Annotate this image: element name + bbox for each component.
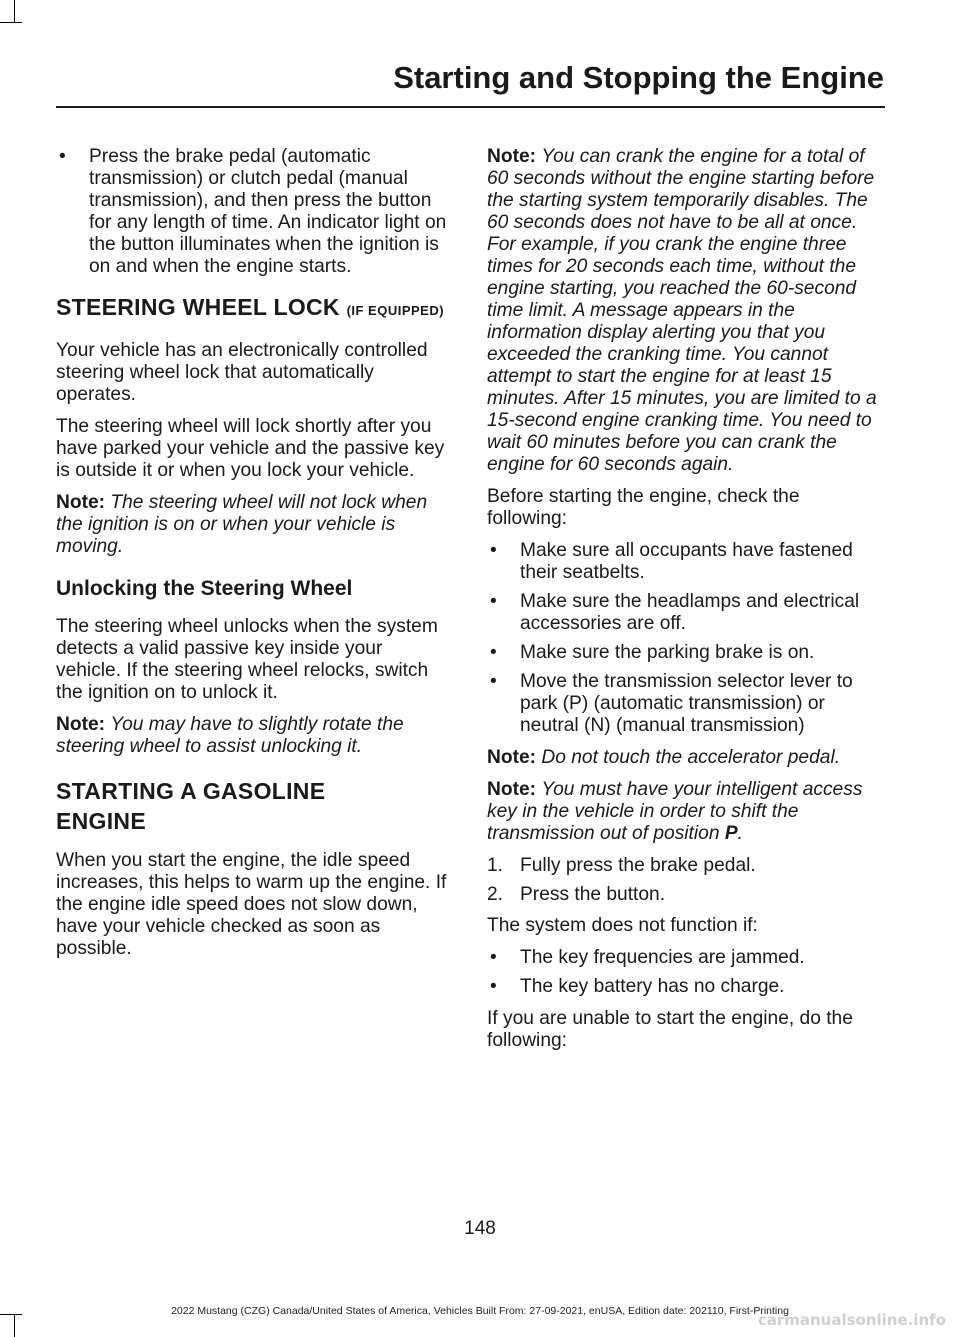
bullet-icon: • <box>490 540 497 561</box>
paragraph: The system does not function if: <box>487 915 758 936</box>
paragraph: Your vehicle has an electronically controlled steering wheel lock that automatically operates. <box>56 340 428 405</box>
right-column <box>487 146 880 1062</box>
paragraph: If you are unable to start the engine, do the following: <box>487 1008 853 1051</box>
list-item: • The key frequencies are jammed. <box>490 947 805 968</box>
bullet-icon: • <box>490 976 497 997</box>
bullet-icon: • <box>490 591 497 612</box>
note: Note: You can crank the engine for a total of 60 seconds without the engine starting before the starting system temporarily disables. The 60 seconds does not have to be all at once. For example, if you crank the engine three times for 20 seconds each time, without the engine starting, you reached the 60-second time limit. A message appears in the information display alerting you that you exceeded the cranking time. You cannot attempt to start the engine for at least 15 minutes. After 15 minutes, you are limited to a 15-second engine cranking time. You need to wait 60 minutes before you can crank the engine for 60 seconds again. <box>487 146 877 475</box>
note: Note: You must have your intelligent access key in the vehicle in order to shift the transmission out of position P. <box>487 779 863 844</box>
left-column <box>56 146 448 970</box>
page-number: 148 <box>464 1218 496 1239</box>
subsection-title-unlocking: Unlocking the Steering Wheel <box>56 577 353 600</box>
list-item: • Press the brake pedal (automatic transmission) or clutch pedal (manual transmission), and then press the button for any length of time. An indicator light on the button illuminates when the ignition is on and when the engine starts. <box>59 146 447 277</box>
crop-mark-bottom-left <box>14 1315 15 1337</box>
list-item: • Make sure all occupants have fastened their seatbelts. <box>490 540 853 583</box>
note: Note: You may have to slightly rotate the steering wheel to assist unlocking it. <box>56 714 404 757</box>
paragraph: Before starting the engine, check the following: <box>487 486 800 529</box>
paragraph: When you start the engine, the idle speed increases, this helps to warm up the engine. If the engine idle speed does not slow down, have your vehicle checked as soon as possible. <box>56 850 447 959</box>
watermark: carmanualsonline.info <box>757 1311 946 1329</box>
paragraph: The steering wheel will lock shortly after you have parked your vehicle and the passive key is outside it or when you lock your vehicle. <box>56 416 445 481</box>
page-header <box>0 60 884 96</box>
page-title: Starting and Stopping the Engine <box>393 60 884 95</box>
list-item: • Make sure the headlamps and electrical accessories are off. <box>490 591 860 634</box>
section-title-steering-wheel-lock: STEERING WHEEL LOCK (IF EQUIPPED) <box>56 294 445 320</box>
paragraph: The steering wheel unlocks when the system detects a valid passive key inside your vehicle. If the steering wheel relocks, switch the ignition on to unlock it. <box>56 616 438 703</box>
crop-mark-top-left <box>14 0 15 22</box>
crop-mark-top-left-h <box>0 22 22 23</box>
list-item: • Move the transmission selector lever to park (P) (automatic transmission) or neutral (N) (manual transmission) <box>490 671 853 736</box>
list-item: • Make sure the parking brake is on. <box>490 642 815 663</box>
bullet-icon: • <box>490 671 497 692</box>
bullet-icon: • <box>490 642 497 663</box>
bullet-icon: • <box>59 146 66 167</box>
footer-edition-info: 2022 Mustang (CZG) Canada/United States of America, Vehicles Built From: 27-09-2021, enUSA, Edition date: 202110, First-Printing <box>171 1305 789 1317</box>
note: Note: The steering wheel will not lock when the ignition is on or when your vehicle is moving. <box>56 492 428 557</box>
list-item: 1. Fully press the brake pedal. <box>487 855 756 876</box>
list-item: • The key battery has no charge. <box>490 976 785 997</box>
list-item: 2. Press the button. <box>487 884 666 905</box>
intro-bullet-list <box>56 146 448 278</box>
section-title-suffix: (IF EQUIPPED) <box>346 303 445 318</box>
note: Note: Do not touch the accelerator pedal. <box>487 747 841 768</box>
bullet-icon: • <box>490 947 497 968</box>
conditions-list <box>487 947 880 998</box>
steps-list <box>487 855 880 906</box>
header-rule <box>56 106 885 108</box>
section-title-starting-gasoline-engine: STARTING A GASOLINE ENGINE <box>56 778 326 834</box>
checklist <box>487 540 880 737</box>
